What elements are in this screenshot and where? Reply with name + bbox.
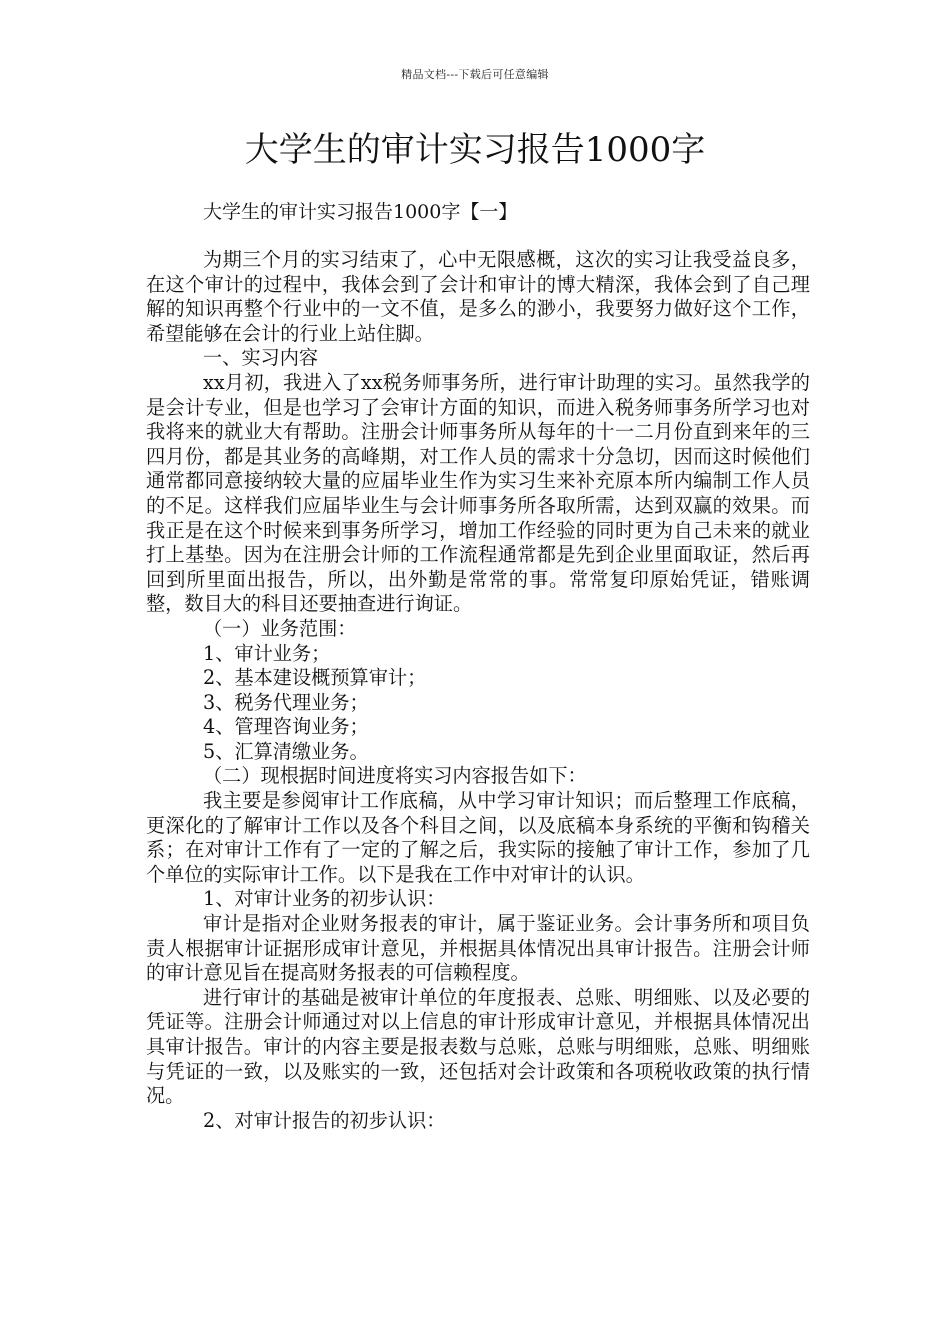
paragraph-intro: 为期三个月的实习结束了，心中无限感概，这次的实习让我受益良多，在这个审计的过程中，我体会到了会计和审计的博大精深，我体会到了自己理解的知识再整个行业中的一文不值，是多么的渺小，我要努力做好这个工作，希望能够在会计的行业上站住脚。 [146, 248, 810, 345]
list-item: 2、基本建设概预算审计； [203, 666, 427, 690]
document-title: 大学生的审计实习报告1000字 [244, 130, 706, 170]
list-item: 5、汇算清缴业务。 [203, 739, 369, 763]
page-header-watermark: 精品文档---下载后可任意编辑 [401, 68, 549, 81]
list-item: 1、审计业务； [203, 641, 331, 665]
paragraph-work-description: 我主要是参阅审计工作底稿，从中学习审计知识；而后整理工作底稿，更深化的了解审计工作以及各个科目之间，以及底稿本身系统的平衡和钩稽关系；在对审计工作有了一定的了解之后，我实际的接触了审计工作，参加了几个单位的实际审计工作。以下是我在工作中对审计的认识。 [146, 789, 810, 886]
list-item: 4、管理咨询业务； [203, 715, 369, 739]
subsection-heading-business-scope: （一）业务范围： [203, 616, 357, 640]
list-item: 3、税务代理业务； [203, 690, 369, 714]
numbered-heading-audit-business: 1、对审计业务的初步认识： [203, 887, 446, 911]
paragraph-audit-basis: 进行审计的基础是被审计单位的年度报表、总账、明细账、以及必要的凭证等。注册会计师通过对以上信息的审计形成审计意见，并根据具体情况出具审计报告。审计的内容主要是报表数与总账，总账与明细账，总账、明细账与凭证的一致，以及账实的一致，还包括对会计政策和各项税收政策的执行情况。 [146, 985, 810, 1108]
document-body [146, 248, 810, 1133]
document-subtitle: 大学生的审计实习报告1000字【一】 [203, 201, 518, 223]
section-heading-internship-content: 一、实习内容 [203, 346, 319, 370]
paragraph-audit-definition: 审计是指对企业财务报表的审计，属于鉴证业务。会计事务所和项目负责人根据审计证据形成审计意见，并根据具体情况出具审计报告。注册会计师的审计意见旨在提高财务报表的可信赖程度。 [146, 912, 810, 985]
numbered-heading-audit-report: 2、对审计报告的初步认识： [203, 1108, 446, 1132]
subsection-heading-progress-report: （二）现根据时间进度将实习内容报告如下： [203, 764, 587, 788]
paragraph-internship-description: xx月初，我进入了xx税务师事务所，进行审计助理的实习。虽然我学的是会计专业，但是也学习了会审计方面的知识，而进入税务师事务所学习也对我将来的就业大有帮助。注册会计师事务所从每年的十一二月份直到来年的三四月份，都是其业务的高峰期，对工作人员的需求十分急切，因而这时候他们通常都同意接纳较大量的应届毕业生作为实习生来补充原本所内编制工作人员的不足。这样我们应届毕业生与会计师事务所各取所需，达到双赢的效果。而我正是在这个时候来到事务所学习，增加工作经验的同时更为自己未来的就业打上基垫。因为在注册会计师的工作流程通常都是先到企业里面取证，然后再回到所里面出报告，所以，出外勤是常常的事。常常复印原始凭证，错账调整，数目大的科目还要抽查进行询证。 [146, 370, 810, 616]
